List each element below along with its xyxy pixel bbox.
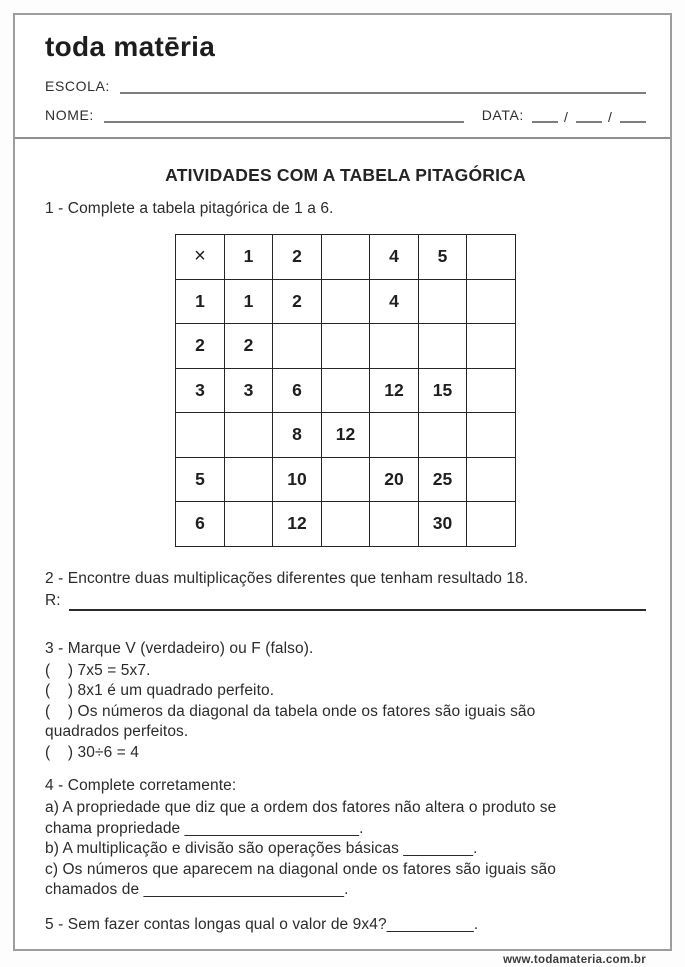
table-cell: 1 <box>176 279 225 324</box>
table-cell-empty <box>224 502 273 547</box>
table-row <box>176 413 516 458</box>
table-cell: 8 <box>273 413 322 458</box>
table-cell: 3 <box>176 368 225 413</box>
table-cell-empty <box>370 324 419 369</box>
date-month-blank-line <box>576 108 602 123</box>
table-cell: 2 <box>273 279 322 324</box>
worksheet-body <box>15 165 670 967</box>
table-row <box>176 324 516 369</box>
table-cell: 15 <box>418 368 467 413</box>
table-cell-empty <box>467 368 516 413</box>
table-cell-empty <box>467 279 516 324</box>
question-4-items <box>45 798 646 901</box>
question-line: ( ) Os números da diagonal da tabela onde os fatores são iguais são <box>45 702 536 720</box>
date-slash: / <box>563 109 568 125</box>
question-5-prompt: 5 - Sem fazer contas longas qual o valor de 9x4?__________. <box>45 915 479 933</box>
table-cell: 6 <box>273 368 322 413</box>
school-field-row <box>45 78 646 94</box>
table-row <box>176 279 516 324</box>
school-label: ESCOLA: <box>45 78 110 94</box>
table-cell: 3 <box>224 368 273 413</box>
question-line: a) A propriedade que diz que a ordem dos fatores não altera o produto se <box>45 799 557 816</box>
date-day-blank-line <box>532 108 558 123</box>
table-cell: 4 <box>370 235 419 280</box>
table-cell: 2 <box>224 324 273 369</box>
table-cell: × <box>176 235 225 280</box>
table-cell-empty <box>273 324 322 369</box>
name-label: NOME: <box>45 107 94 123</box>
table-cell-empty <box>467 324 516 369</box>
table-cell: 12 <box>273 502 322 547</box>
table-row <box>176 235 516 280</box>
table-cell-empty <box>467 413 516 458</box>
question-line: c) Os números que aparecem na diagonal onde os fatores são iguais são <box>45 860 556 878</box>
question-1-prompt: 1 - Complete a tabela pitagórica de 1 a 6. <box>45 200 334 217</box>
table-row <box>176 502 516 547</box>
worksheet-title: ATIVIDADES COM A TABELA PITAGÓRICA <box>165 165 526 185</box>
question-line: chama propriedade ____________________. <box>45 819 364 837</box>
table-row <box>176 368 516 413</box>
question-line: quadrados perfeitos. <box>45 723 189 740</box>
table-cell: 4 <box>370 279 419 324</box>
table-cell: 30 <box>418 502 467 547</box>
table-cell: 10 <box>273 457 322 502</box>
table-cell-empty <box>321 324 370 369</box>
worksheet-header <box>15 15 670 139</box>
question-2-answer-row <box>45 591 646 611</box>
table-cell: 6 <box>176 502 225 547</box>
table-cell-empty <box>224 457 273 502</box>
table-cell: 5 <box>176 457 225 502</box>
question-3-prompt: 3 - Marque V (verdadeiro) ou F (falso). <box>45 639 314 657</box>
table-cell: 2 <box>176 324 225 369</box>
table-row <box>176 457 516 502</box>
worksheet-page <box>13 13 672 966</box>
table-cell-empty <box>321 235 370 280</box>
table-cell: 25 <box>418 457 467 502</box>
table-cell: 1 <box>224 279 273 324</box>
answer-label: R: <box>45 591 61 609</box>
date-label: DATA: <box>481 107 524 123</box>
table-cell-empty <box>467 502 516 547</box>
table-cell-empty <box>370 502 419 547</box>
table-cell-empty <box>321 368 370 413</box>
site-url: www.todamateria.com.br <box>503 954 646 966</box>
table-cell: 5 <box>418 235 467 280</box>
date-year-blank-line <box>620 108 646 123</box>
table-cell-empty <box>467 235 516 280</box>
school-blank-line <box>120 79 646 94</box>
question-line: ( ) 7x5 = 5x7. <box>45 661 151 679</box>
table-cell-empty <box>418 413 467 458</box>
question-line: ( ) 30÷6 = 4 <box>45 743 140 761</box>
pythagorean-table <box>175 234 516 547</box>
toda-materia-logo: toda matēria <box>45 31 216 62</box>
question-3-items <box>45 661 646 764</box>
table-cell-empty <box>370 413 419 458</box>
date-slash: / <box>607 109 612 125</box>
table-cell: 2 <box>273 235 322 280</box>
table-cell-empty <box>176 413 225 458</box>
table-cell-empty <box>418 279 467 324</box>
answer-blank-line <box>69 594 647 611</box>
question-line: ( ) 8x1 é um quadrado perfeito. <box>45 682 275 699</box>
table-cell: 1 <box>224 235 273 280</box>
table-cell-empty <box>321 502 370 547</box>
table-cell: 12 <box>321 413 370 458</box>
name-date-field-row <box>45 107 646 123</box>
table-cell: 20 <box>370 457 419 502</box>
question-line: b) A multiplicação e divisão são operações básicas ________. <box>45 840 478 857</box>
table-cell-empty <box>321 457 370 502</box>
name-blank-line <box>104 108 464 123</box>
question-2-prompt: 2 - Encontre duas multiplicações diferentes que tenham resultado 18. <box>45 569 529 587</box>
question-4-prompt: 4 - Complete corretamente: <box>45 777 237 794</box>
table-cell-empty <box>224 413 273 458</box>
question-line: chamados de _______________________. <box>45 881 349 898</box>
table-cell-empty <box>418 324 467 369</box>
table-cell-empty <box>467 457 516 502</box>
table-cell: 12 <box>370 368 419 413</box>
table-cell-empty <box>321 279 370 324</box>
